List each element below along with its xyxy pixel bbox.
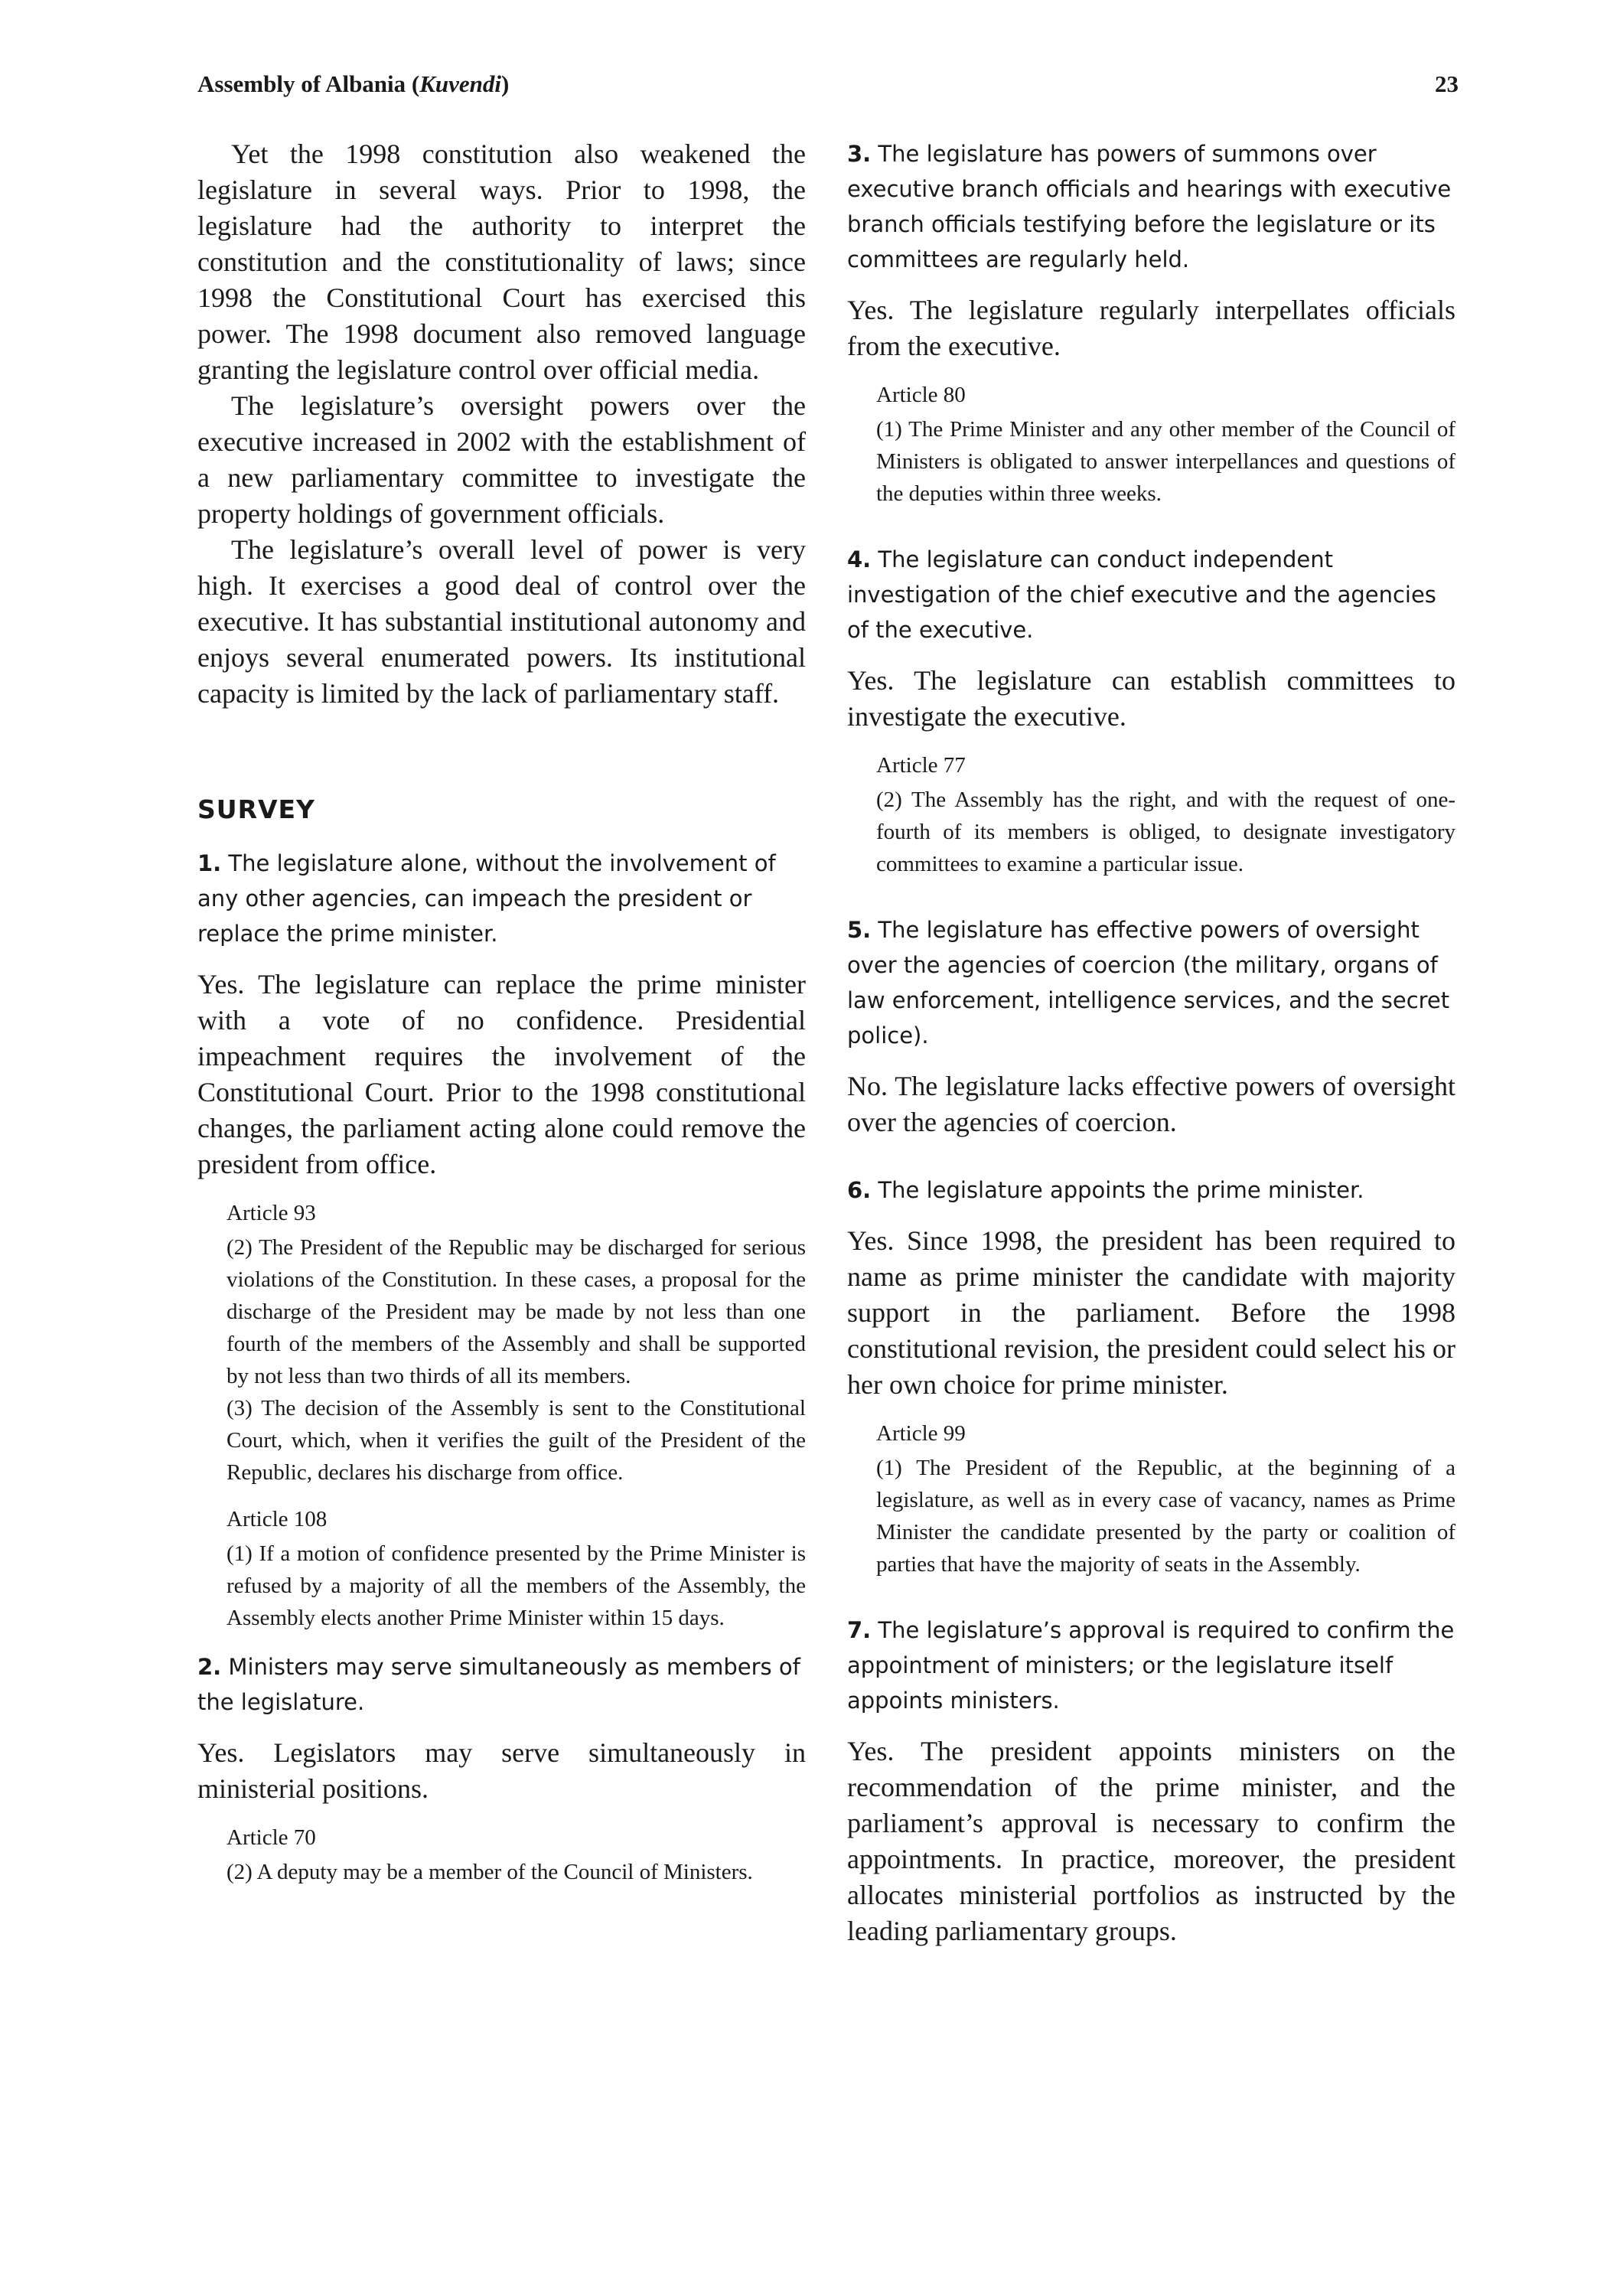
article-excerpt bbox=[876, 750, 1455, 880]
running-head bbox=[197, 70, 509, 98]
question-text: The legislature appoints the prime minister. bbox=[878, 1177, 1364, 1203]
question-text: The legislature can conduct independent investigation of the chief executive and the agencies of the executive. bbox=[847, 546, 1436, 643]
right-column bbox=[847, 136, 1455, 1965]
intro-paragraph: The legislature’s overall level of power is very high. It exercises a good deal of control over the executive. It has substantial institutional autonomy and enjoys several enumerated powers. Its institutional capacity is limited by the lack of parliamentary staff. bbox=[197, 534, 806, 709]
intro-paragraph: The legislature’s oversight powers over the executive increased in 2002 with the establishment of a new parliamentary committee to investigate the property holdings of government officials. bbox=[197, 390, 806, 529]
survey-question bbox=[847, 136, 1455, 277]
article-clause: (3) The decision of the Assembly is sent to the Constitutional Court, which, when it verifies the guilt of the President of the Republic, declares his discharge from office. bbox=[227, 1396, 806, 1485]
question-number: 2. bbox=[197, 1654, 222, 1680]
spacer bbox=[847, 1596, 1455, 1613]
question-text: The legislature has effective powers of oversight over the agencies of coercion (the military, organs of law enforcement, intelligence services, and the secret police). bbox=[847, 917, 1450, 1049]
article-title: Article 93 bbox=[227, 1201, 316, 1225]
article-excerpt bbox=[227, 1504, 806, 1634]
article-title: Article 70 bbox=[227, 1825, 316, 1850]
question-number: 5. bbox=[847, 917, 872, 943]
survey-question bbox=[847, 542, 1455, 647]
question-text: The legislature’s approval is required to confirm the appointment of ministers; or the legislature itself appoints ministers. bbox=[847, 1617, 1455, 1714]
article-title: Article 99 bbox=[876, 1421, 966, 1446]
survey-answer: Yes. The president appoints ministers on the recommendation of the prime minister, and the parliament’s approval is necessary to confirm the appointments. In practice, moreover, the president allocates ministerial portfolios as instructed by the leading parliamentary groups. bbox=[847, 1736, 1455, 1946]
survey-question bbox=[847, 1613, 1455, 1718]
article-title: Article 77 bbox=[876, 753, 966, 778]
survey-answer: Yes. The legislature regularly interpellates officials from the executive. bbox=[847, 295, 1455, 361]
intro-paragraph: Yet the 1998 constitution also weakened the legislature in several ways. Prior to 1998, the legislature had the authority to interpret the constitution and the constitutionality of laws; since 1998 the Constitutional Court has exercised this power. The 1998 document also removed language granting the legislature control over official media. bbox=[197, 139, 806, 385]
survey-item-5 bbox=[847, 912, 1455, 1172]
article-clause: (2) The Assembly has the right, and with the request of one-fourth of its members is obliged, to designate investigatory committees to examine a particular issue. bbox=[876, 788, 1455, 876]
page-number: 23 bbox=[1435, 70, 1459, 97]
running-head-suffix: ) bbox=[501, 70, 510, 97]
survey-item-4 bbox=[847, 542, 1455, 912]
article-excerpt bbox=[876, 1418, 1455, 1580]
article-excerpt bbox=[227, 1822, 806, 1888]
question-text: Ministers may serve simultaneously as members of the legislature. bbox=[197, 1654, 800, 1715]
survey-item-2 bbox=[197, 1649, 806, 1888]
survey-answer: Yes. The legislature can replace the prime minister with a vote of no confidence. Presidential impeachment requires the involvement of the Constitutional Court. Prior to the 1998 constitutional changes, the parliament acting alone could remove the president from office. bbox=[197, 969, 806, 1179]
article-clause: (1) The President of the Republic, at the beginning of a legislature, as well as in every case of vacancy, names as Prime Minister the candidate presented by the party or coalition of parties that have the majority of seats in the Assembly. bbox=[876, 1456, 1455, 1577]
article-clause: (1) The Prime Minister and any other member of the Council of Ministers is obligated to answer interpellances and questions of the deputies within three weeks. bbox=[876, 417, 1455, 506]
survey-answer: No. The legislature lacks effective powers of oversight over the agencies of coercion. bbox=[847, 1071, 1455, 1137]
question-number: 6. bbox=[847, 1177, 872, 1203]
article-clause: (2) The President of the Republic may be discharged for serious violations of the Constitution. In these cases, a proposal for the discharge of the President may be made by not less than one fourth of the members of the Assembly and shall be supported by not less than two thirds of all its members. bbox=[227, 1235, 806, 1388]
left-column bbox=[197, 136, 806, 1903]
survey-question bbox=[197, 1649, 806, 1720]
question-text: The legislature alone, without the involvement of any other agencies, can impeach the president or replace the prime minister. bbox=[197, 850, 776, 947]
spacer bbox=[847, 1156, 1455, 1172]
spacer bbox=[847, 895, 1455, 912]
survey-question bbox=[197, 846, 806, 951]
survey-item-1 bbox=[197, 846, 806, 1634]
survey-question bbox=[847, 1172, 1455, 1208]
survey-item-7 bbox=[847, 1613, 1455, 1949]
article-title: Article 80 bbox=[876, 383, 966, 407]
question-number: 4. bbox=[847, 546, 872, 572]
survey-heading: SURVEY bbox=[197, 794, 315, 824]
survey-answer: Yes. Legislators may serve simultaneously in ministerial positions. bbox=[197, 1737, 806, 1804]
survey-answer: Yes. Since 1998, the president has been required to name as prime minister the candidate with majority support in the parliament. Before the 1998 constitutional revision, the president could select his or her own choice for prime minister. bbox=[847, 1225, 1455, 1400]
article-title: Article 108 bbox=[227, 1507, 328, 1531]
article-clause: (2) A deputy may be a member of the Council of Ministers. bbox=[227, 1860, 753, 1884]
survey-item-3 bbox=[847, 136, 1455, 542]
question-number: 7. bbox=[847, 1617, 872, 1643]
article-clause: (1) If a motion of confidence presented by the Prime Minister is refused by a majority of all the members of the Assembly, the Assembly elects another Prime Minister within 15 days. bbox=[227, 1541, 806, 1630]
survey-answer: Yes. The legislature can establish committees to investigate the executive. bbox=[847, 665, 1455, 732]
question-number: 1. bbox=[197, 850, 222, 876]
article-excerpt bbox=[876, 380, 1455, 510]
question-text: The legislature has powers of summons over executive branch officials and hearings with executive branch officials testifying before the legislature or its committees are regularly held. bbox=[847, 141, 1452, 272]
article-excerpt bbox=[227, 1198, 806, 1489]
survey-question bbox=[847, 912, 1455, 1053]
running-head-italic: Kuvendi bbox=[419, 70, 502, 97]
question-number: 3. bbox=[847, 141, 872, 167]
spacer bbox=[847, 525, 1455, 542]
survey-item-6 bbox=[847, 1172, 1455, 1613]
running-head-prefix: Assembly of Albania ( bbox=[197, 70, 420, 97]
